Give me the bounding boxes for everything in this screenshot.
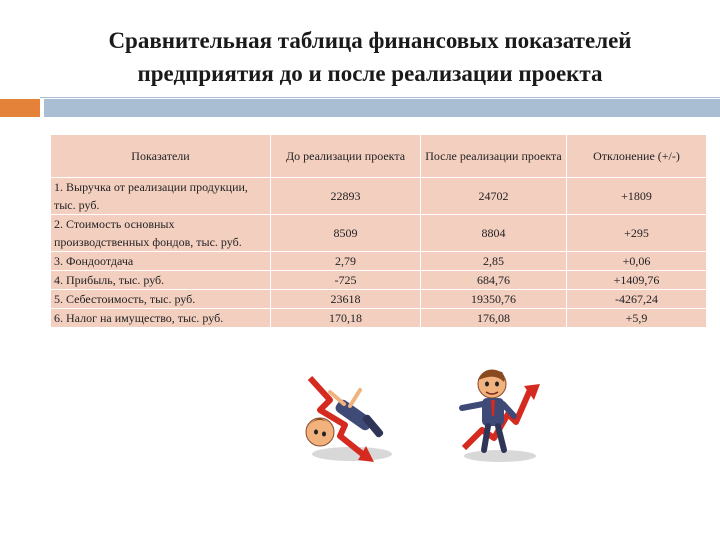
page-title [40,24,700,90]
row-before: 23618 [271,290,421,309]
orange-accent-bar [0,99,40,117]
table-row [51,252,707,271]
row-diff: +0,06 [567,252,707,271]
row-before: 170,18 [271,309,421,328]
man-head-icon [306,418,334,446]
row-label: 3. Фондоотдача [51,252,271,271]
table-row [51,178,707,215]
table-row [51,309,707,328]
header-after: После реализации проекта [421,135,567,178]
row-before: 22893 [271,178,421,215]
blue-accent-bar [44,99,720,117]
row-after: 19350,76 [421,290,567,309]
row-after: 24702 [421,178,567,215]
shadow-icon [464,450,536,462]
title-line-2: предприятия до и после реализации проекта [137,61,603,86]
header-deviation: Отклонение (+/-) [567,135,707,178]
row-label: 2. Стоимость основных производственных фондов, тыс. руб. [51,215,271,252]
table-row [51,271,707,290]
row-after: 684,76 [421,271,567,290]
row-diff: +5,9 [567,309,707,328]
row-diff: +1809 [567,178,707,215]
falling-man-down-arrow-illustration [290,370,400,465]
row-diff: +1409,76 [567,271,707,290]
row-before: 2,79 [271,252,421,271]
row-diff: -4267,24 [567,290,707,309]
row-label: 6. Налог на имущество, тыс. руб. [51,309,271,328]
row-after: 2,85 [421,252,567,271]
header-before: До реализации проекта [271,135,421,178]
table-row [51,215,707,252]
row-after: 176,08 [421,309,567,328]
row-after: 8804 [421,215,567,252]
row-before: 8509 [271,215,421,252]
table-header-row [51,135,707,178]
table-row [51,290,707,309]
row-label: 4. Прибыль, тыс. руб. [51,271,271,290]
rising-man-up-arrow-illustration [450,364,550,464]
title-line-1: Сравнительная таблица финансовых показателей [108,28,632,53]
row-label: 1. Выручка от реализации продукции, тыс. руб. [51,178,271,215]
financial-comparison-table [50,134,707,328]
row-before: -725 [271,271,421,290]
row-label: 5. Себестоимость, тыс. руб. [51,290,271,309]
header-indicators: Показатели [51,135,271,178]
row-diff: +295 [567,215,707,252]
title-divider-line [40,97,720,98]
